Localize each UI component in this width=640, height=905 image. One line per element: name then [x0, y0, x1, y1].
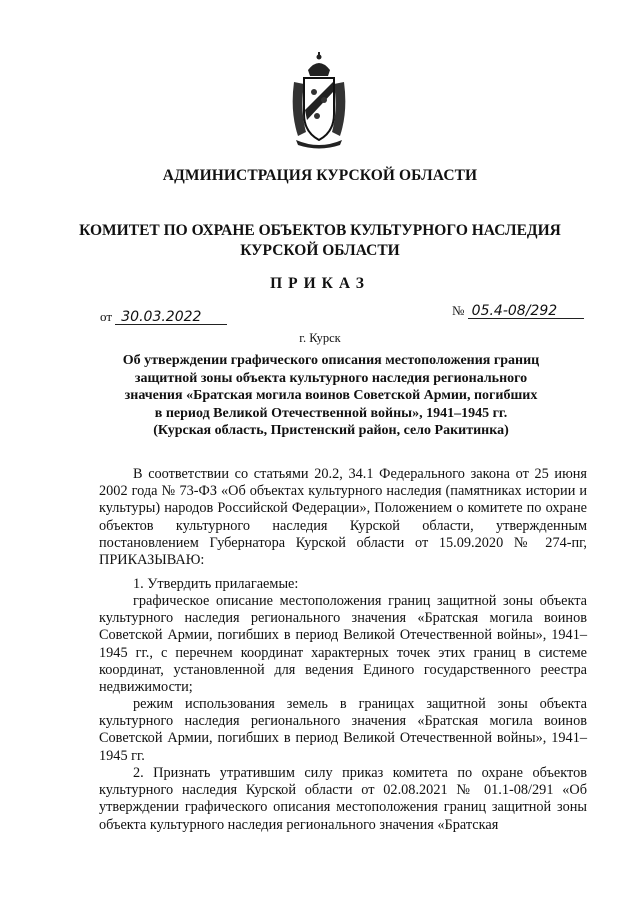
- document-type-title: ПРИКАЗ: [270, 275, 370, 292]
- body-paragraph: В соответствии со статьями 20.2, 34.1 Федерального закона от 25 июня 2002 года № 73-ФЗ «Об объектах культурного наследия (памятниках истории и культуры) народов Российской Федерации», Положением о комитете по охране объектов культурного наследия Курской области, утвержденным постановлением Губернатора Курской области от 15.09.2020 № 274-пг, ПРИКАЗЫВАЮ:: [99, 466, 587, 569]
- order-number: [452, 303, 584, 319]
- city-label: г. Курск: [299, 331, 341, 345]
- body-paragraph: режим использования земель в границах защитной зоны объекта культурного наследия регионального значения «Братская могила воинов Советской Армии, погибших в период Великой Отечественной войны», 1941–1945 гг.: [99, 696, 587, 764]
- committee-title-line1: КОМИТЕТ ПО ОХРАНЕ ОБЪЕКТОВ КУЛЬТУРНОГО НАСЛЕДИЯ: [79, 222, 561, 239]
- subject-line: Об утверждении графического описания местоположения границ: [122, 353, 540, 368]
- body-paragraph: 1. Утвердить прилагаемые:: [133, 576, 299, 592]
- number-value: 05.4-08/292: [468, 304, 584, 319]
- number-prefix: №: [452, 303, 465, 318]
- order-date: [100, 309, 227, 325]
- subject-line: защитной зоны объекта культурного наследия регионального: [134, 370, 528, 386]
- body-paragraph: 2. Признать утратившим силу приказ комитета по охране объектов культурного наследия Курской области от 02.08.2021 № 01.1-08/291 «Об утверждении графического описания местоположения границ защитной зоны объекта культурного наследия регионального значения «Братская: [99, 765, 587, 833]
- administration-title: АДМИНИСТРАЦИЯ КУРСКОЙ ОБЛАСТИ: [162, 167, 478, 184]
- order-subject: [96, 352, 566, 440]
- subject-line: в период Великой Отечественной войны», 1941–1945 гг.: [154, 405, 508, 421]
- committee-title-line2: КУРСКОЙ ОБЛАСТИ: [240, 242, 400, 259]
- subject-line: значения «Братская могила воинов Советской Армии, погибших: [124, 388, 538, 403]
- subject-line: (Курская область, Пристенский район, село Ракитинка): [153, 423, 509, 438]
- coat-of-arms-icon: [288, 52, 350, 150]
- body-paragraph: графическое описание местоположения границ защитной зоны объекта культурного наследия регионального значения «Братская могила воинов Советской Армии, погибших в период Великой Отечественной войны», 1941–1945 гг., с перечнем координат характерных точек этих границ в системе координат, установленной для ведения Единого государственного реестра недвижимости;: [99, 593, 587, 696]
- committee-title: [0, 221, 640, 261]
- date-prefix: от: [100, 309, 113, 324]
- date-value: 30.03.2022: [115, 310, 227, 325]
